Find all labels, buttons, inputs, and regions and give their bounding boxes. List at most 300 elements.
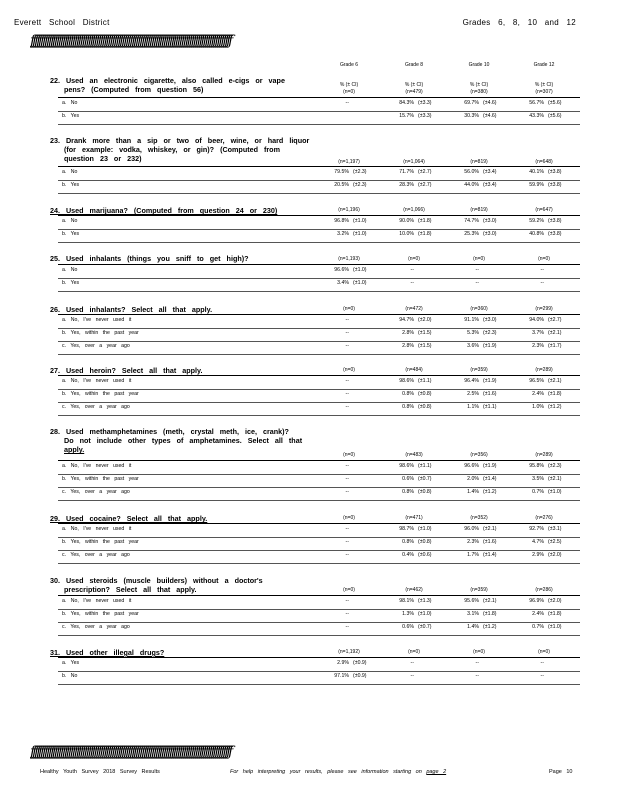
confidence-interval: (±1.0) bbox=[548, 624, 562, 630]
confidence-interval: (±4.6) bbox=[483, 100, 497, 106]
row-divider bbox=[58, 291, 580, 292]
confidence-interval: (±3.0) bbox=[483, 231, 497, 237]
percent-value: -- bbox=[540, 280, 544, 286]
answer-label: c. Yes, over a year ago bbox=[62, 404, 130, 410]
row-divider bbox=[58, 124, 580, 125]
sample-size: (n=352) bbox=[470, 515, 488, 521]
percent-value: 3.7% bbox=[532, 330, 544, 336]
answer-label: a. No bbox=[62, 267, 78, 273]
sample-size: (n=462) bbox=[405, 587, 423, 593]
percent-value: -- bbox=[540, 660, 544, 666]
percent-value: 59.9% bbox=[529, 182, 544, 188]
answer-label: a. No, I've never used it bbox=[62, 598, 132, 604]
confidence-interval: (±3.0) bbox=[483, 317, 497, 323]
confidence-interval: (±2.7) bbox=[418, 182, 432, 188]
footer-survey-title: Healthy Youth Survey 2018 Survey Results bbox=[40, 769, 160, 775]
answer-label: a. Yes bbox=[62, 660, 80, 666]
col-grade-10: Grade 10 bbox=[468, 62, 490, 68]
row-divider bbox=[58, 487, 580, 488]
confidence-interval: (±3.3) bbox=[418, 100, 432, 106]
footer-help-text bbox=[230, 769, 446, 775]
answer-label: c. Yes, over a year ago bbox=[62, 624, 130, 630]
answer-label: b. Yes, within the past year bbox=[62, 330, 139, 336]
answer-label: a. No bbox=[62, 100, 78, 106]
ci-header: % (± CI) bbox=[404, 82, 424, 88]
confidence-interval: (±1.9) bbox=[483, 463, 497, 469]
confidence-interval: (±1.7) bbox=[548, 343, 562, 349]
row-divider bbox=[58, 229, 580, 230]
confidence-interval: (±1.0) bbox=[353, 231, 367, 237]
percent-value: 96.6% bbox=[464, 463, 479, 469]
confidence-interval: (±1.9) bbox=[483, 343, 497, 349]
confidence-interval: (±1.4) bbox=[483, 552, 497, 558]
percent-value: -- bbox=[475, 280, 479, 286]
sample-size: (n=0) bbox=[343, 587, 355, 593]
percent-value: 1.0% bbox=[532, 404, 544, 410]
confidence-interval: (±1.0) bbox=[548, 489, 562, 495]
row-divider bbox=[58, 402, 580, 403]
percent-value: 25.3% bbox=[464, 231, 479, 237]
percent-value: 56.7% bbox=[529, 100, 544, 106]
question-divider bbox=[58, 215, 580, 216]
question-line: 30. Used steroids (muscle builders) without a doctor's bbox=[50, 576, 263, 585]
percent-value: 3.1% bbox=[467, 611, 479, 617]
confidence-interval: (±1.8) bbox=[548, 391, 562, 397]
question-line: pens? (Computed from question 56) bbox=[64, 85, 204, 94]
question-line: (for example: vodka, whiskey, or gin)? (Computed from bbox=[64, 145, 280, 154]
answer-label: a. No bbox=[62, 169, 78, 175]
sample-size: (n=359) bbox=[470, 587, 488, 593]
percent-value: 69.7% bbox=[464, 100, 479, 106]
confidence-interval: (±5.6) bbox=[548, 100, 562, 106]
sample-size: (n=819) bbox=[470, 159, 488, 165]
percent-value: 28.3% bbox=[399, 182, 414, 188]
confidence-interval: (±0.8) bbox=[418, 489, 432, 495]
sample-size-row bbox=[0, 587, 618, 595]
question-divider bbox=[58, 595, 580, 596]
ci-header: % (± CI) bbox=[469, 82, 489, 88]
question-divider bbox=[58, 375, 580, 376]
col-grade-12: Grade 12 bbox=[533, 62, 555, 68]
confidence-interval: (±0.9) bbox=[353, 660, 367, 666]
confidence-interval: (±1.6) bbox=[483, 539, 497, 545]
confidence-interval: (±5.6) bbox=[548, 113, 562, 119]
percent-value: 84.3% bbox=[399, 100, 414, 106]
grades-label: Grades 6, 8, 10 and 12 bbox=[462, 18, 576, 27]
percent-value: 3.4% bbox=[337, 280, 349, 286]
percent-value: 0.8% bbox=[402, 404, 414, 410]
sample-size-row bbox=[0, 306, 618, 314]
sample-size: (n=1,066) bbox=[403, 207, 425, 213]
sample-size-row bbox=[0, 207, 618, 215]
answer-label: b. Yes bbox=[62, 280, 80, 286]
sample-size: (n=483) bbox=[405, 452, 423, 458]
question-line: 29. Used cocaine? Select all that apply. bbox=[50, 514, 208, 523]
question-line: 24. Used marijuana? (Computed from question 24 or 230) bbox=[50, 206, 278, 215]
confidence-interval: (±2.0) bbox=[548, 552, 562, 558]
percent-value: -- bbox=[345, 404, 349, 410]
sample-size: (n=380) bbox=[470, 89, 488, 95]
percent-value: 44.0% bbox=[464, 182, 479, 188]
confidence-interval: (±3.1) bbox=[548, 526, 562, 532]
row-divider bbox=[58, 278, 580, 279]
percent-value: 97.1% bbox=[334, 673, 349, 679]
percent-value: 92.7% bbox=[529, 526, 544, 532]
decorative-rule-bottom: ƒƒƒƒƒƒƒƒƒƒƒƒƒƒƒƒƒƒƒƒƒƒƒƒƒƒƒƒƒƒƒƒƒƒƒƒƒƒƒƒƒƒƒƒƒƒƒƒƒƒƒƒƒƒƒƒƒƒƒƒƒƒƒƒƒƒƒƒƒƒƒƒƒƒƒƒƒƒƒƒƒƒƒƒƒƒƒƒƒƒƒƒƒƒƒƒƒƒƒƒƒ bbox=[30, 744, 231, 760]
sample-size: (n=299) bbox=[535, 306, 553, 312]
sample-size: (n=0) bbox=[473, 649, 485, 655]
question-line: apply. bbox=[64, 445, 85, 454]
row-divider bbox=[58, 635, 580, 636]
sample-size: (n=1,196) bbox=[338, 207, 360, 213]
answer-label: b. Yes, within the past year bbox=[62, 539, 139, 545]
answer-label: c. Yes, over a year ago bbox=[62, 552, 130, 558]
percent-value: 1.1% bbox=[467, 404, 479, 410]
percent-value: 59.2% bbox=[529, 218, 544, 224]
percent-value: -- bbox=[345, 100, 349, 106]
percent-value: 90.0% bbox=[399, 218, 414, 224]
percent-value: -- bbox=[345, 598, 349, 604]
confidence-interval: (±0.9) bbox=[353, 673, 367, 679]
percent-value: 20.5% bbox=[334, 182, 349, 188]
percent-value: 2.3% bbox=[467, 539, 479, 545]
sample-size: (n=1,193) bbox=[338, 256, 360, 262]
sample-size: (n=1,192) bbox=[338, 649, 360, 655]
confidence-interval: (±2.1) bbox=[548, 330, 562, 336]
confidence-interval: (±1.1) bbox=[418, 463, 432, 469]
answer-label: b. No bbox=[62, 673, 78, 679]
confidence-interval: (±2.1) bbox=[548, 378, 562, 384]
sample-size: (n=286) bbox=[535, 587, 553, 593]
confidence-interval: (±1.9) bbox=[483, 378, 497, 384]
row-divider bbox=[58, 389, 580, 390]
confidence-interval: (±2.3) bbox=[548, 463, 562, 469]
confidence-interval: (±1.6) bbox=[483, 391, 497, 397]
percent-value: 43.3% bbox=[529, 113, 544, 119]
percent-value: 0.7% bbox=[532, 489, 544, 495]
row-divider bbox=[58, 500, 580, 501]
confidence-interval: (±1.4) bbox=[483, 476, 497, 482]
confidence-interval: (±1.3) bbox=[418, 598, 432, 604]
row-divider bbox=[58, 684, 580, 685]
row-divider bbox=[58, 550, 580, 551]
col-grade-8: Grade 8 bbox=[404, 62, 424, 68]
confidence-interval: (±0.7) bbox=[418, 476, 432, 482]
district-name: Everett School District bbox=[14, 18, 110, 27]
percent-value: 0.6% bbox=[402, 476, 414, 482]
answer-label: b. Yes bbox=[62, 113, 80, 119]
percent-value: 2.0% bbox=[467, 476, 479, 482]
percent-value: 98.6% bbox=[399, 463, 414, 469]
percent-value: -- bbox=[540, 267, 544, 273]
percent-value: 3.2% bbox=[337, 231, 349, 237]
percent-value: 0.4% bbox=[402, 552, 414, 558]
percent-value: -- bbox=[345, 624, 349, 630]
sample-size: (n=360) bbox=[470, 306, 488, 312]
percent-value: 96.9% bbox=[529, 598, 544, 604]
answer-label: a. No bbox=[62, 218, 78, 224]
percent-value: 94.0% bbox=[529, 317, 544, 323]
question-line: Do not include other types of amphetamines. Select all that bbox=[64, 436, 303, 445]
sample-size: (n=289) bbox=[535, 367, 553, 373]
confidence-interval: (±1.0) bbox=[418, 526, 432, 532]
row-divider bbox=[58, 354, 580, 355]
row-divider bbox=[58, 671, 580, 672]
confidence-interval: (±2.1) bbox=[483, 526, 497, 532]
percent-value: -- bbox=[475, 673, 479, 679]
row-divider bbox=[58, 328, 580, 329]
percent-value: 96.8% bbox=[334, 218, 349, 224]
percent-value: 0.6% bbox=[402, 624, 414, 630]
confidence-interval: (±1.8) bbox=[418, 231, 432, 237]
percent-value: 96.5% bbox=[529, 378, 544, 384]
confidence-interval: (±1.8) bbox=[548, 611, 562, 617]
row-divider bbox=[58, 180, 580, 181]
percent-value: -- bbox=[410, 660, 414, 666]
percent-value: 98.6% bbox=[399, 378, 414, 384]
confidence-interval: (±1.8) bbox=[418, 218, 432, 224]
question-line: 31. Used other illegal drugs? bbox=[50, 648, 165, 657]
sample-size-row bbox=[0, 89, 618, 97]
confidence-interval: (±1.1) bbox=[418, 378, 432, 384]
percent-value: -- bbox=[345, 343, 349, 349]
confidence-interval: (±3.8) bbox=[548, 169, 562, 175]
answer-label: c. Yes, over a year ago bbox=[62, 489, 130, 495]
sample-size: (n=359) bbox=[470, 367, 488, 373]
sample-size: (n=647) bbox=[535, 207, 553, 213]
confidence-interval: (±2.3) bbox=[353, 169, 367, 175]
percent-value: 40.8% bbox=[529, 231, 544, 237]
question-divider bbox=[58, 460, 580, 461]
percent-value: 56.0% bbox=[464, 169, 479, 175]
confidence-interval: (±1.5) bbox=[418, 330, 432, 336]
row-divider bbox=[58, 193, 580, 194]
sample-size: (n=1,197) bbox=[338, 159, 360, 165]
sample-size-row bbox=[0, 515, 618, 523]
percent-value: -- bbox=[345, 391, 349, 397]
sample-size: (n=356) bbox=[470, 452, 488, 458]
row-divider bbox=[58, 563, 580, 564]
percent-value: 10.0% bbox=[399, 231, 414, 237]
ci-header: % (± CI) bbox=[534, 82, 554, 88]
percent-value: 96.0% bbox=[464, 526, 479, 532]
percent-value: -- bbox=[345, 378, 349, 384]
percent-value: -- bbox=[540, 673, 544, 679]
percent-value: -- bbox=[410, 673, 414, 679]
percent-value: -- bbox=[345, 463, 349, 469]
row-divider bbox=[58, 111, 580, 112]
confidence-interval: (±1.8) bbox=[483, 611, 497, 617]
confidence-interval: (±1.0) bbox=[353, 218, 367, 224]
question-line: 26. Used inhalants? Select all that apply. bbox=[50, 305, 213, 314]
page-2-link[interactable]: page 2 bbox=[426, 769, 447, 775]
percent-value: 1.4% bbox=[467, 624, 479, 630]
question-line: question 23 or 232) bbox=[64, 154, 142, 163]
confidence-interval: (±1.0) bbox=[418, 611, 432, 617]
percent-value: -- bbox=[345, 552, 349, 558]
sample-size: (n=0) bbox=[343, 452, 355, 458]
confidence-interval: (±1.0) bbox=[353, 267, 367, 273]
row-divider bbox=[58, 415, 580, 416]
percent-value: -- bbox=[345, 317, 349, 323]
confidence-interval: (±3.8) bbox=[548, 218, 562, 224]
percent-value: 94.7% bbox=[399, 317, 414, 323]
confidence-interval: (±0.8) bbox=[418, 404, 432, 410]
percent-value: 98.7% bbox=[399, 526, 414, 532]
sample-size: (n=0) bbox=[343, 306, 355, 312]
question-line: 25. Used inhalants (things you sniff to get high)? bbox=[50, 254, 249, 263]
percent-value: 30.3% bbox=[464, 113, 479, 119]
question-divider bbox=[58, 166, 580, 167]
percent-value: 3.5% bbox=[532, 476, 544, 482]
percent-value: -- bbox=[410, 280, 414, 286]
confidence-interval: (±1.1) bbox=[483, 404, 497, 410]
percent-value: 2.9% bbox=[532, 552, 544, 558]
percent-value: 0.8% bbox=[402, 391, 414, 397]
answer-label: b. Yes bbox=[62, 231, 80, 237]
percent-value: -- bbox=[345, 611, 349, 617]
percent-value: -- bbox=[345, 330, 349, 336]
percent-value: -- bbox=[410, 267, 414, 273]
confidence-interval: (±1.0) bbox=[353, 280, 367, 286]
sample-size-row bbox=[0, 256, 618, 264]
percent-value: 2.3% bbox=[532, 343, 544, 349]
percent-value: 74.7% bbox=[464, 218, 479, 224]
question-line: 22. Used an electronic cigarette, also called e-cigs or vape bbox=[50, 76, 285, 85]
confidence-interval: (±0.6) bbox=[418, 552, 432, 558]
percent-value: 71.7% bbox=[399, 169, 414, 175]
sample-size-row bbox=[0, 367, 618, 375]
question-line: 23. Drank more than a sip or two of beer, wine, or hard liquor bbox=[50, 136, 310, 145]
row-divider bbox=[58, 609, 580, 610]
percent-value: 1.7% bbox=[467, 552, 479, 558]
footer-help-sentence: For help interpreting your results, please see information starting on bbox=[230, 769, 422, 775]
decorative-rule-top: ƒƒƒƒƒƒƒƒƒƒƒƒƒƒƒƒƒƒƒƒƒƒƒƒƒƒƒƒƒƒƒƒƒƒƒƒƒƒƒƒƒƒƒƒƒƒƒƒƒƒƒƒƒƒƒƒƒƒƒƒƒƒƒƒƒƒƒƒƒƒƒƒƒƒƒƒƒƒƒƒƒƒƒƒƒƒƒƒƒƒƒƒƒƒƒƒƒƒƒƒƒ bbox=[30, 33, 231, 49]
answer-label: b. Yes, within the past year bbox=[62, 391, 139, 397]
confidence-interval: (±0.8) bbox=[418, 391, 432, 397]
percent-value: 79.5% bbox=[334, 169, 349, 175]
confidence-interval: (±2.5) bbox=[548, 539, 562, 545]
question-divider bbox=[58, 657, 580, 658]
confidence-interval: (±1.2) bbox=[483, 624, 497, 630]
sample-size: (n=0) bbox=[473, 256, 485, 262]
answer-label: b. Yes bbox=[62, 182, 80, 188]
percent-value: 4.7% bbox=[532, 539, 544, 545]
percent-value: 1.3% bbox=[402, 611, 414, 617]
confidence-interval: (±1.2) bbox=[548, 404, 562, 410]
confidence-interval: (±0.8) bbox=[418, 539, 432, 545]
sample-size: (n=479) bbox=[405, 89, 423, 95]
row-divider bbox=[58, 474, 580, 475]
percent-value: 0.8% bbox=[402, 539, 414, 545]
sample-size: (n=648) bbox=[535, 159, 553, 165]
percent-value: -- bbox=[475, 267, 479, 273]
percent-value: -- bbox=[475, 660, 479, 666]
percent-value: 2.9% bbox=[337, 660, 349, 666]
answer-label: a. No, I've never used it bbox=[62, 463, 132, 469]
percent-value: -- bbox=[345, 476, 349, 482]
row-divider bbox=[58, 537, 580, 538]
confidence-interval: (±2.7) bbox=[418, 169, 432, 175]
confidence-interval: (±3.4) bbox=[483, 169, 497, 175]
question-line: 27. Used heroin? Select all that apply. bbox=[50, 366, 203, 375]
sample-size-row bbox=[0, 452, 618, 460]
confidence-interval: (±2.1) bbox=[483, 598, 497, 604]
question-line: prescription? Select all that apply. bbox=[64, 585, 197, 594]
sample-size: (n=289) bbox=[535, 452, 553, 458]
question-divider bbox=[58, 264, 580, 265]
percent-value: 2.4% bbox=[532, 611, 544, 617]
answer-label: a. No, I've never used it bbox=[62, 378, 132, 384]
sample-size: (n=0) bbox=[343, 515, 355, 521]
ci-header: % (± CI) bbox=[339, 82, 359, 88]
row-divider bbox=[58, 622, 580, 623]
sample-size: (n=0) bbox=[343, 367, 355, 373]
percent-value: -- bbox=[345, 526, 349, 532]
question-line: 28. Used methamphetamines (meth, crystal meth, ice, crank)? bbox=[50, 427, 289, 436]
confidence-interval: (±2.1) bbox=[548, 476, 562, 482]
sample-size: (n=471) bbox=[405, 515, 423, 521]
percent-value: 15.7% bbox=[399, 113, 414, 119]
confidence-interval: (±2.0) bbox=[418, 317, 432, 323]
confidence-interval: (±3.8) bbox=[548, 182, 562, 188]
percent-value: 96.4% bbox=[464, 378, 479, 384]
confidence-interval: (±3.8) bbox=[548, 231, 562, 237]
percent-value: 2.8% bbox=[402, 330, 414, 336]
sample-size: (n=276) bbox=[535, 515, 553, 521]
answer-label: a. No, I've never used it bbox=[62, 526, 132, 532]
percent-value: 98.1% bbox=[399, 598, 414, 604]
question-text bbox=[50, 427, 320, 454]
sample-size-row bbox=[0, 649, 618, 657]
percent-value: 2.8% bbox=[402, 343, 414, 349]
confidence-interval: (±2.0) bbox=[548, 598, 562, 604]
sample-size: (n=819) bbox=[470, 207, 488, 213]
answer-label: a. No, I've never used it bbox=[62, 317, 132, 323]
sample-size: (n=0) bbox=[538, 649, 550, 655]
answer-label: b. Yes, within the past year bbox=[62, 611, 139, 617]
confidence-interval: (±2.3) bbox=[483, 330, 497, 336]
sample-size: (n=484) bbox=[405, 367, 423, 373]
percent-value: 40.1% bbox=[529, 169, 544, 175]
row-divider bbox=[58, 341, 580, 342]
percent-value: 2.4% bbox=[532, 391, 544, 397]
question-divider bbox=[58, 97, 580, 98]
page-number: Page 10 bbox=[549, 769, 573, 775]
percent-value: 1.4% bbox=[467, 489, 479, 495]
percent-value: -- bbox=[345, 539, 349, 545]
percent-value: 5.3% bbox=[467, 330, 479, 336]
percent-value: 95.6% bbox=[464, 598, 479, 604]
sample-size: (n=0) bbox=[408, 256, 420, 262]
confidence-interval: (±3.0) bbox=[483, 218, 497, 224]
question-divider bbox=[58, 523, 580, 524]
sample-size: (n=0) bbox=[538, 256, 550, 262]
answer-label: c. Yes, over a year ago bbox=[62, 343, 130, 349]
percent-value: 95.8% bbox=[529, 463, 544, 469]
confidence-interval: (±2.7) bbox=[548, 317, 562, 323]
percent-value: 3.6% bbox=[467, 343, 479, 349]
percent-value: 91.1% bbox=[464, 317, 479, 323]
sample-size: (n=0) bbox=[343, 89, 355, 95]
confidence-interval: (±4.6) bbox=[483, 113, 497, 119]
percent-value: 0.7% bbox=[532, 624, 544, 630]
col-grade-6: Grade 6 bbox=[339, 62, 359, 68]
sample-size: (n=0) bbox=[408, 649, 420, 655]
confidence-interval: (±2.3) bbox=[353, 182, 367, 188]
answer-label: b. Yes, within the past year bbox=[62, 476, 139, 482]
sample-size: (n=1,064) bbox=[403, 159, 425, 165]
